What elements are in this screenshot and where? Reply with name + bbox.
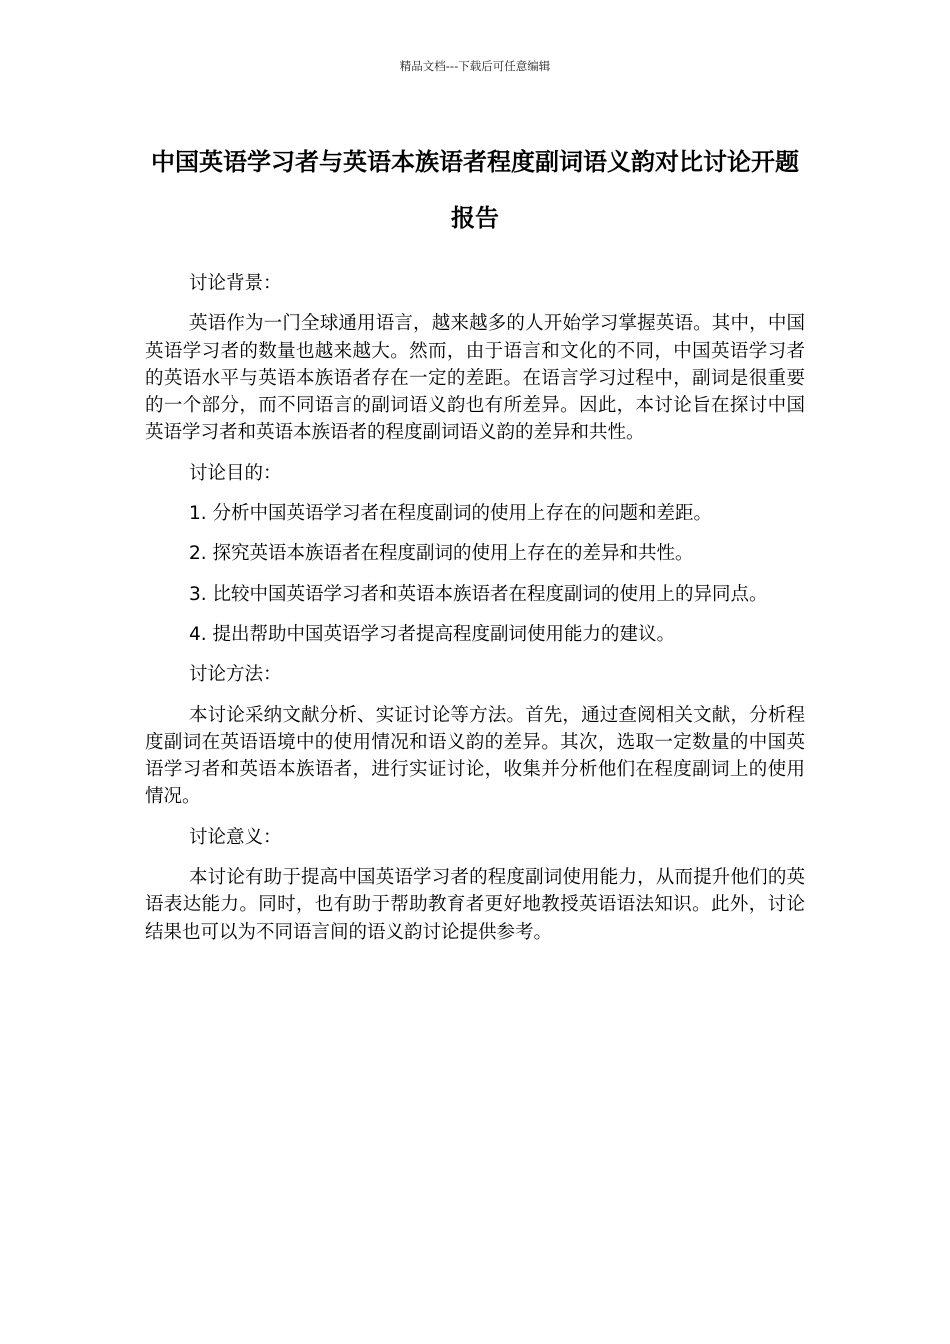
- purpose-item: 1. 分析中国英语学习者在程度副词的使用上存在的问题和差距。: [189, 503, 713, 525]
- header-note: 精品文档---下载后可任意编辑: [399, 59, 551, 73]
- method-paragraph: 本讨论采纳文献分析、实证讨论等方法。首先，通过查阅相关文献，分析程度副词在英语语境中的使用情况和语义韵的差异。其次，选取一定数量的中国英语学习者和英语本族语者，进行实证讨论，收集并分析他们在程度副词上的使用情况。: [145, 704, 805, 808]
- purpose-heading: 讨论目的：: [189, 462, 282, 484]
- background-paragraph: 英语作为一门全球通用语言，越来越多的人开始学习掌握英语。其中，中国英语学习者的数量也越来越大。然而，由于语言和文化的不同，中国英语学习者的英语水平与英语本族语者存在一定的差距。在语言学习过程中，副词是很重要的一个部分，而不同语言的副词语义韵也有所差异。因此，本讨论旨在探讨中国英语学习者和英语本族语者的程度副词语义韵的差异和共性。: [145, 313, 805, 444]
- significance-paragraph: 本讨论有助于提高中国英语学习者的程度副词使用能力，从而提升他们的英语表达能力。同时，也有助于帮助教育者更好地教授英语语法知识。此外，讨论结果也可以为不同语言间的语义韵讨论提供参考。: [145, 867, 805, 943]
- significance-heading: 讨论意义：: [189, 826, 282, 848]
- method-heading: 讨论方法：: [189, 664, 282, 686]
- purpose-item: 2. 探究英语本族语者在程度副词的使用上存在的差异和共性。: [189, 543, 694, 565]
- background-heading: 讨论背景：: [189, 273, 282, 294]
- document-body: [145, 270, 805, 959]
- purpose-item: 4. 提出帮助中国英语学习者提高程度副词使用能力的建议。: [189, 623, 676, 645]
- document-title: 中国英语学习者与英语本族语者程度副词语义韵对比讨论开题报告: [151, 148, 799, 232]
- purpose-item: 3. 比较中国英语学习者和英语本族语者在程度副词的使用上的异同点。: [189, 583, 768, 605]
